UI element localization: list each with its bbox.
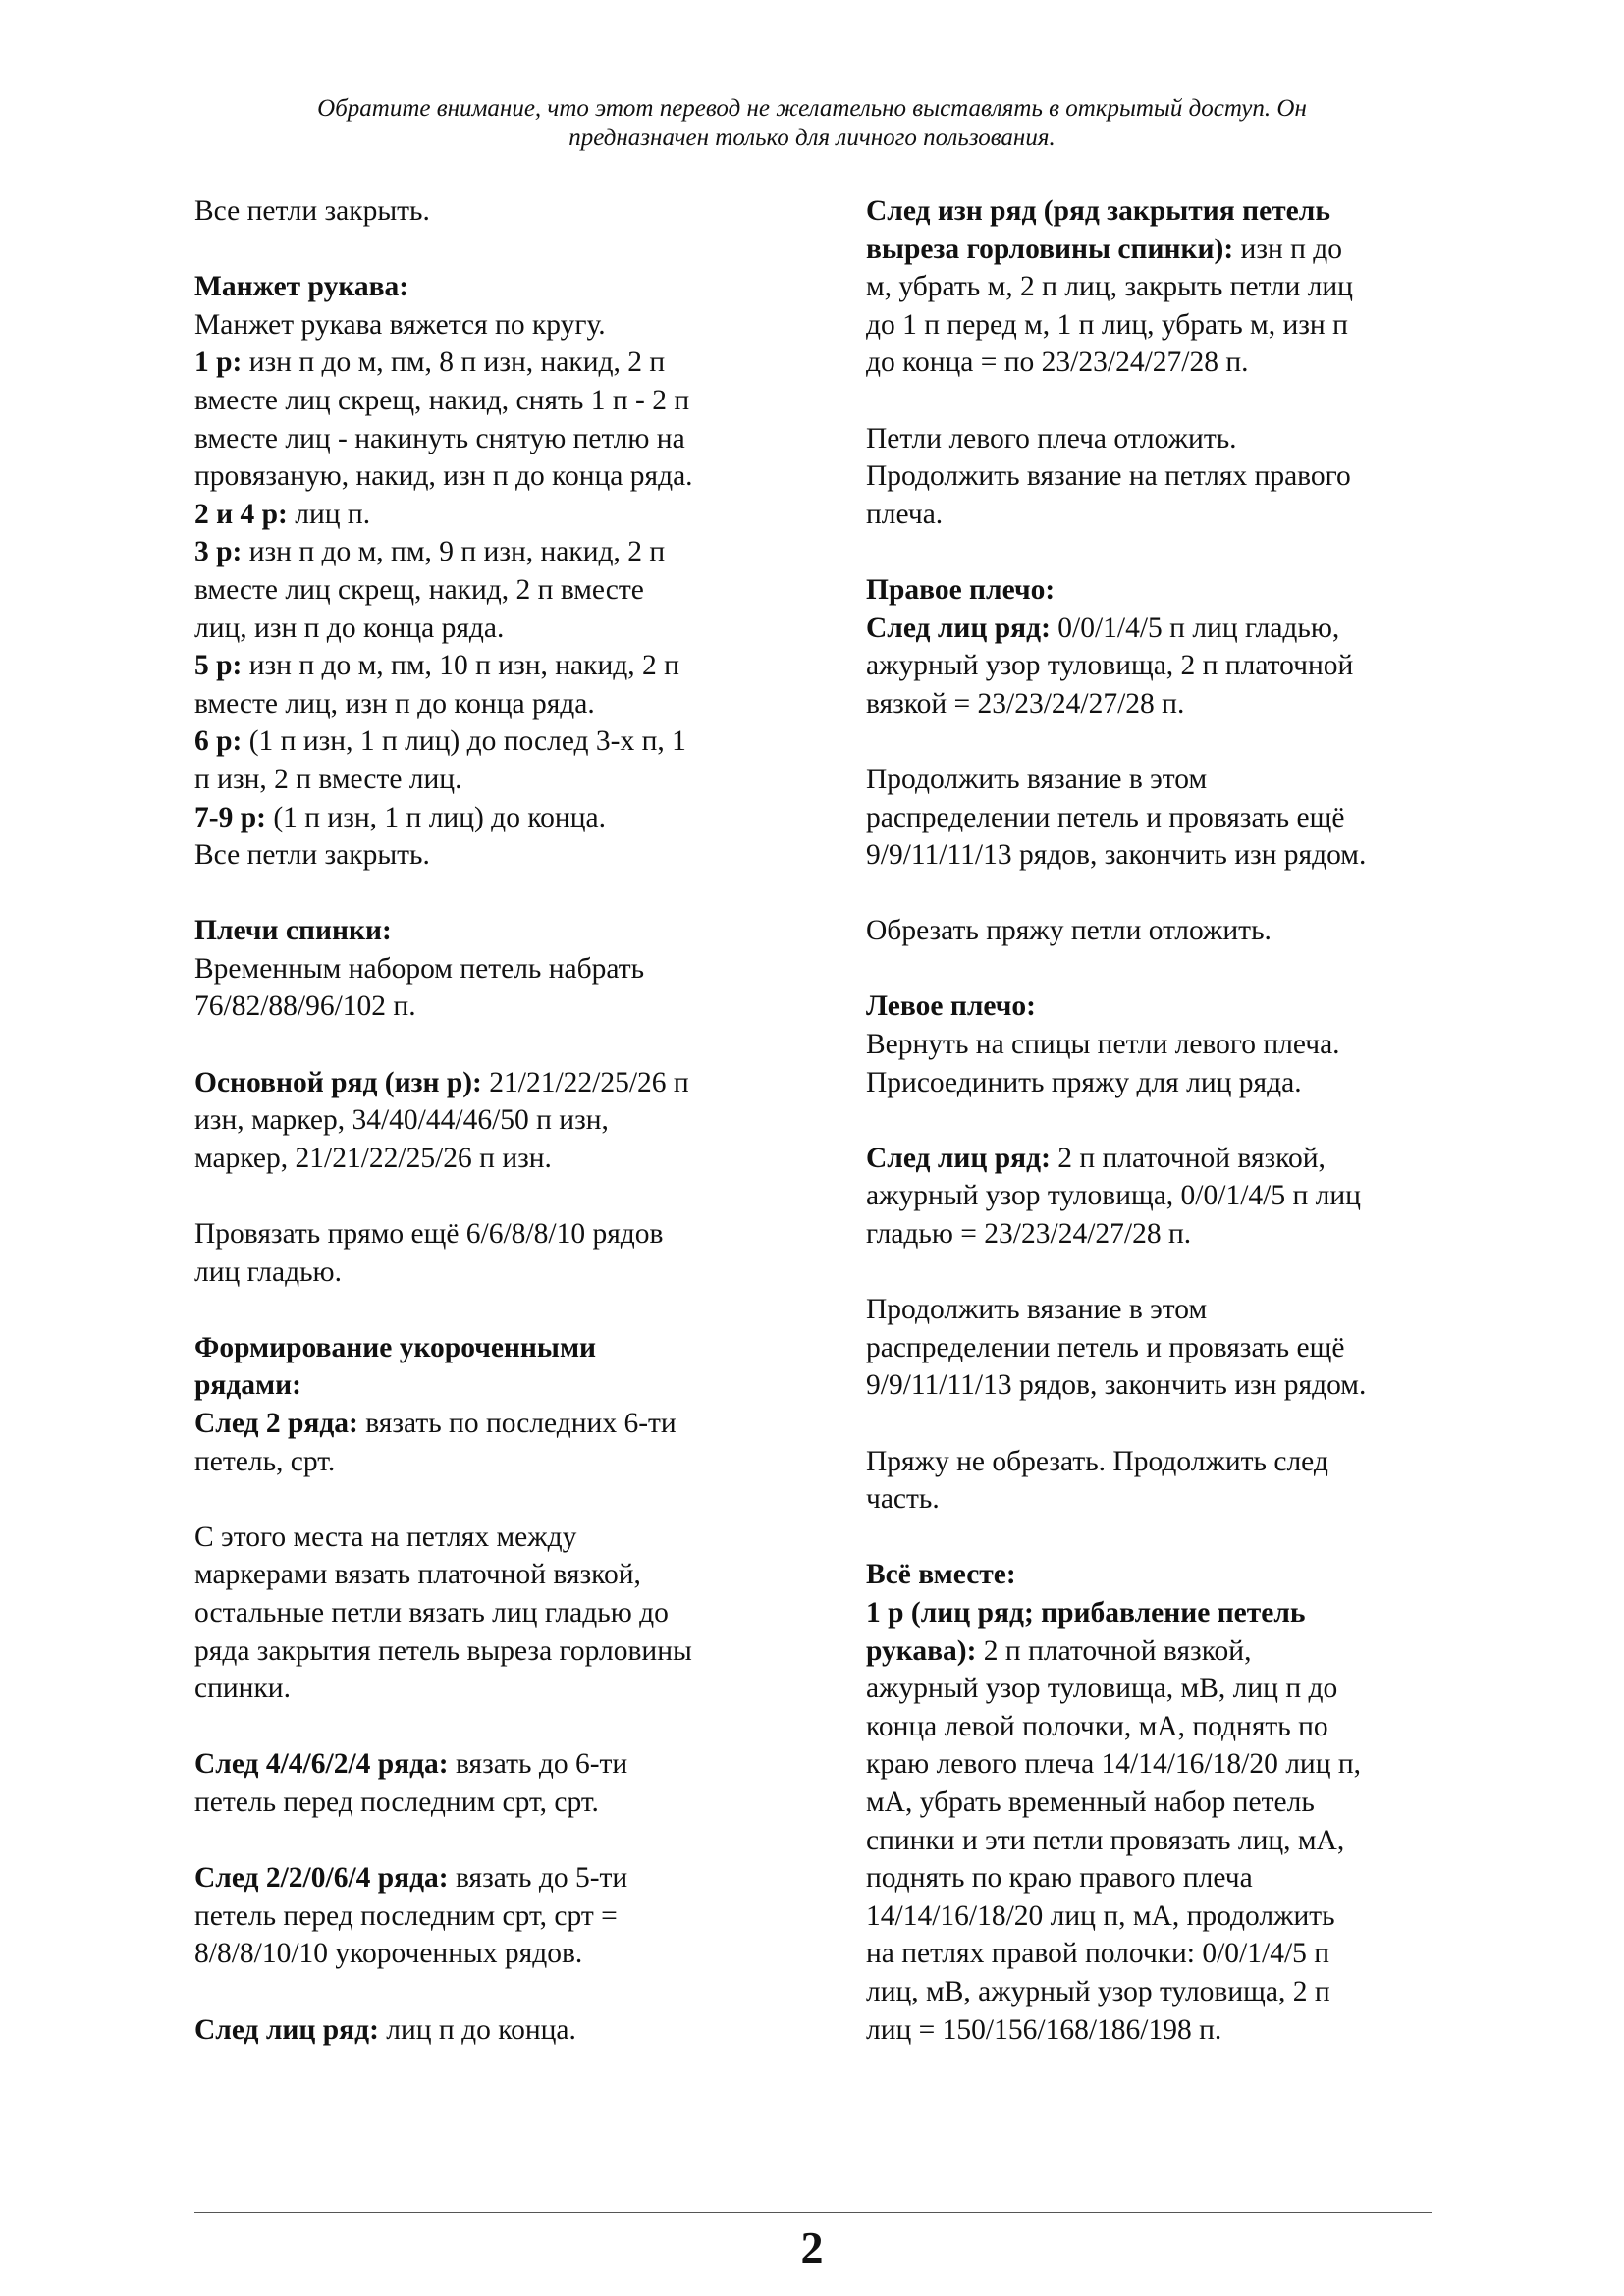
text-line: ажурный узор туловища, мВ, лиц п до <box>866 1673 1338 1705</box>
row-label: След 2 ряда: <box>194 1408 358 1439</box>
text-line: изн п до м, пм, 10 п изн, накид, 2 п <box>242 650 679 682</box>
text-line: лиц п до конца. <box>378 2013 576 2046</box>
text-line: Продолжить вязание в этом <box>866 1294 1208 1326</box>
text-line: Вернуть на спицы петли левого плеча. <box>866 1029 1340 1061</box>
row-label: След 2/2/0/6/4 ряда: <box>194 1862 449 1895</box>
text-line: Продолжить вязание в этом <box>866 763 1208 795</box>
text-line: вязать до 6-ти <box>448 1748 628 1781</box>
row-instruction <box>194 1745 784 1784</box>
text-line: конца левой полочки, мА, поднять по <box>866 1710 1328 1742</box>
text-line: 0/0/1/4/5 п лиц гладью, <box>1050 612 1340 644</box>
text-line: Все петли закрыть. <box>194 195 430 227</box>
text-line: изн, маркер, 34/40/44/46/50 п изн, <box>194 1104 609 1137</box>
text-line: м, убрать м, 2 п лиц, закрыть петли лиц <box>866 271 1353 303</box>
text-line: петель, срт. <box>194 1445 336 1477</box>
text-line: 2 п платочной вязкой, <box>976 1634 1252 1667</box>
row-instruction <box>866 1140 1475 1178</box>
row-label: 2 и 4 р: <box>194 498 288 530</box>
row-instruction <box>866 1632 1475 1671</box>
row-label: 6 р: <box>194 725 243 758</box>
paragraph <box>194 1519 784 1708</box>
row-instruction <box>194 533 784 571</box>
section-title: Всё вместе: <box>866 1559 1016 1591</box>
row-label: След лиц ряд: <box>866 612 1051 644</box>
text-line: вместе лиц скрещ, накид, снять 1 п - 2 п <box>194 384 690 416</box>
text-line: спинки. <box>194 1673 291 1705</box>
footer-divider <box>194 2212 1432 2213</box>
text-line: 76/82/88/96/102 п. <box>194 990 416 1023</box>
text-line: изн п до <box>1233 233 1343 265</box>
paragraph <box>194 2011 784 2050</box>
text-line: вместе лиц - накинуть снятую петлю на <box>194 422 685 454</box>
page-number: 2 <box>800 2222 824 2272</box>
row-instruction <box>866 231 1475 269</box>
text-line: ажурный узор туловища, 2 п платочной <box>866 650 1354 682</box>
row-instruction <box>194 2011 784 2050</box>
cuff-section <box>194 268 784 875</box>
row-label: След лиц ряд: <box>866 1142 1051 1174</box>
disclaimer-line: Обратите внимание, что этот перевод не желательно выставлять в открытый доступ. Он <box>317 95 1307 122</box>
text-line: Манжет рукава вяжется по кругу. <box>194 308 606 341</box>
text-line: Провязать прямо ещё 6/6/8/8/10 рядов <box>194 1218 664 1251</box>
text-line: 8/8/8/10/10 укороченных рядов. <box>194 1938 583 1970</box>
section-title: Формирование укороченными <box>194 1331 597 1363</box>
right-shoulder-section <box>866 571 1475 722</box>
text-line: изн п до м, пм, 8 п изн, накид, 2 п <box>242 347 666 379</box>
shoulders-section <box>194 912 784 1026</box>
text-line: лиц = 150/156/168/186/198 п. <box>866 2013 1222 2046</box>
text-line: вместе лиц скрещ, накид, 2 п вместе <box>194 573 644 606</box>
text-line: Пряжу не обрезать. Продолжить след <box>866 1445 1328 1477</box>
text-line: ряда закрытия петель выреза горловины <box>194 1634 692 1667</box>
text-line: лиц, мВ, ажурный узор туловища, 2 п <box>866 1975 1330 2007</box>
text-line: С этого места на петлях между <box>194 1521 577 1553</box>
text-line: 2 п платочной вязкой, <box>1050 1142 1326 1174</box>
paragraph <box>866 420 1475 534</box>
row-label: выреза горловины спинки): <box>866 233 1234 265</box>
header-disclaimer <box>157 94 1467 153</box>
text-line: вместе лиц, изн п до конца ряда. <box>194 687 595 720</box>
text-line: вязать по последних 6-ти <box>357 1408 677 1439</box>
left-shoulder-section <box>866 988 1475 1101</box>
row-label: Основной ряд (изн р): <box>194 1066 482 1098</box>
text-line: изн п до м, пм, 9 п изн, накид, 2 п <box>242 536 666 568</box>
section-title: рядами: <box>194 1369 301 1402</box>
left-column <box>194 192 784 2049</box>
text-line: поднять по краю правого плеча <box>866 1862 1253 1895</box>
text-line: гладью = 23/23/24/27/28 п. <box>866 1218 1192 1251</box>
text-line: 21/21/22/25/26 п <box>481 1066 689 1098</box>
paragraph <box>866 761 1475 875</box>
row-label: 5 р: <box>194 650 243 682</box>
section-title: Манжет рукава: <box>194 271 409 303</box>
section-title: Левое плечо: <box>866 990 1036 1023</box>
row-label: 3 р: <box>194 536 243 568</box>
row-label: 1 р: <box>194 347 243 379</box>
row-instruction <box>194 1859 784 1897</box>
text-line: часть. <box>866 1483 940 1516</box>
paragraph <box>866 1140 1475 1254</box>
paragraph <box>194 1745 784 1821</box>
row-label: 1 р (лиц ряд; прибавление петель <box>866 1596 1306 1629</box>
text-line: провязаную, накид, изн п до конца ряда. <box>194 460 693 493</box>
text-line: 14/14/16/18/20 лиц п, мА, продолжить <box>866 1899 1335 1932</box>
text-line: до конца = по 23/23/24/27/28 п. <box>866 347 1249 379</box>
text-line: спинки и эти петли провязать лиц, мА, <box>866 1824 1345 1856</box>
row-label: След 4/4/6/2/4 ряда: <box>194 1748 449 1781</box>
text-line: маркерами вязать платочной вязкой, <box>194 1559 641 1591</box>
text-line: маркер, 21/21/22/25/26 п изн. <box>194 1142 552 1174</box>
text-line: Обрезать пряжу петли отложить. <box>866 915 1272 947</box>
paragraph <box>866 912 1475 950</box>
text-line: 9/9/11/11/13 рядов, закончить изн рядом. <box>866 1369 1367 1402</box>
row-instruction <box>194 1064 784 1102</box>
text-line: Присоединить пряжу для лиц ряда. <box>866 1066 1302 1098</box>
text-line: Все петли закрыть. <box>194 839 430 872</box>
right-column <box>866 192 1475 2049</box>
row-instruction <box>194 496 784 534</box>
text-line: до 1 п перед м, 1 п лиц, убрать м, изн п <box>866 308 1348 341</box>
short-rows-section <box>194 1329 784 1480</box>
row-instruction <box>194 722 784 761</box>
text-line: лиц п. <box>287 498 371 530</box>
text-line: петель перед последним срт, срт. <box>194 1786 599 1818</box>
section-title: Плечи спинки: <box>194 915 392 947</box>
row-label: След лиц ряд: <box>194 2013 379 2046</box>
all-together-section <box>866 1556 1475 2049</box>
row-instruction <box>866 610 1475 648</box>
text-line: вязкой = 23/23/24/27/28 п. <box>866 687 1185 720</box>
paragraph <box>866 1443 1475 1519</box>
row-label: 7-9 р: <box>194 801 266 833</box>
section-title: Правое плечо: <box>866 573 1056 606</box>
text-line: вязать до 5-ти <box>448 1862 628 1895</box>
text-line: (1 п изн, 1 п лиц) до конца. <box>265 801 606 833</box>
text-line: лиц гладью. <box>194 1255 342 1288</box>
paragraph <box>194 1215 784 1291</box>
base-row-paragraph <box>194 1064 784 1178</box>
text-line: 9/9/11/11/13 рядов, закончить изн рядом. <box>866 839 1367 872</box>
text-line: ажурный узор туловища, 0/0/1/4/5 п лиц <box>866 1180 1361 1212</box>
paragraph <box>866 1291 1475 1405</box>
disclaimer-line: предназначен только для личного пользования. <box>568 125 1056 151</box>
row-label: След изн ряд (ряд закрытия петель <box>866 195 1330 227</box>
text-line: остальные петли вязать лиц гладью до <box>194 1596 669 1629</box>
text-line: мА, убрать временный набор петель <box>866 1786 1315 1818</box>
text-line: Петли левого плеча отложить. <box>866 422 1237 454</box>
text-line: Временным набором петель набрать <box>194 952 645 985</box>
row-instruction <box>194 799 784 837</box>
text-line: плеча. <box>866 498 944 530</box>
paragraph <box>866 192 1475 382</box>
text-line: лиц, изн п до конца ряда. <box>194 612 505 644</box>
text-line: п изн, 2 п вместе лиц. <box>194 763 462 795</box>
row-label: рукава): <box>866 1634 977 1667</box>
row-instruction <box>194 1405 784 1443</box>
text-line: распределении петель и провязать ещё <box>866 1331 1345 1363</box>
text-line: на петлях правой полочки: 0/0/1/4/5 п <box>866 1938 1330 1970</box>
text-line: Продолжить вязание на петлях правого <box>866 460 1351 493</box>
paragraph <box>194 1859 784 1973</box>
paragraph <box>194 192 784 231</box>
text-line: распределении петель и провязать ещё <box>866 801 1345 833</box>
text-line: краю левого плеча 14/14/16/18/20 лиц п, <box>866 1748 1362 1781</box>
row-instruction <box>194 344 784 382</box>
text-line: петель перед последним срт, срт = <box>194 1899 618 1932</box>
row-instruction <box>194 647 784 685</box>
text-line: (1 п изн, 1 п лиц) до послед 3-х п, 1 <box>242 725 686 758</box>
